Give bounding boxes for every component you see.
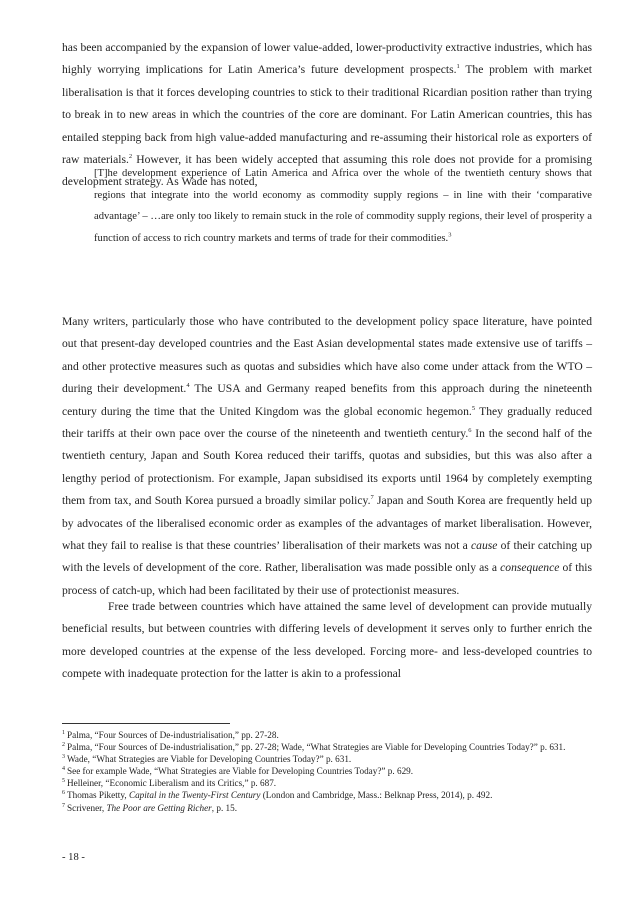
footnote-ref-6[interactable]: 6: [468, 427, 472, 435]
paragraph-text: Many writers, particularly those who have contributed to the development policy space literature, have pointed out that present-day developed countries and the East Asian developmental states made extensive use of tariffs – and other protective measures such as quotas and subsidies which have also come under attack from the WTO – during their development.: [62, 315, 592, 396]
page-number: - 18 -: [62, 852, 85, 863]
paragraph-text: However, it has been widely accepted that assuming this role does not provide for a promising development strategy. As Wade has noted,: [62, 153, 592, 189]
footnote-number: 1: [62, 729, 65, 736]
footnote-number: 2: [62, 742, 65, 749]
footnote-ref-4[interactable]: 4: [186, 382, 190, 390]
block-quote: [94, 163, 592, 249]
body-paragraph-2: [62, 311, 592, 602]
paragraph-text: The USA and Germany reaped benefits from this approach during the nineteenth century during the time that the United Kingdom was the global economic hegemon.: [62, 382, 592, 418]
footnote-ref-2[interactable]: 2: [128, 153, 133, 161]
footnote-text: See for example Wade, “What Strategies are Viable for Developing Countries Today?” p. 629.: [67, 766, 414, 777]
footnote-item: [62, 802, 592, 814]
footnote-item: [62, 741, 592, 753]
footnote-number: 3: [62, 754, 65, 761]
footnote-item: [62, 729, 592, 741]
footnote-text: Palma, “Four Sources of De-industrialisation,” pp. 27-28.: [67, 730, 279, 740]
footnote-text: (London and Cambridge, Mass.: Belknap Press, 2014), p. 492.: [260, 790, 493, 801]
emphasis-text: consequence: [500, 561, 560, 575]
footnote-item: [62, 789, 592, 801]
footnote-ref-5[interactable]: 5: [471, 404, 476, 412]
footnote-item: [62, 753, 592, 765]
paragraph-text: Japan and South Korea are frequently held up by advocates of the liberalised economic order as examples of the advantages of market liberalisation. However, what they fail to realise is that these countries’ liberalisation of their markets was not a: [62, 494, 592, 553]
emphasis-text: cause: [471, 539, 498, 553]
footnote-title: The Poor are Getting Richer: [106, 802, 212, 813]
footnote-text: Palma, “Four Sources of De-industrialisation,” pp. 27-28; Wade, “What Strategies are Viable for Developing Countries Today?” p. 631.: [67, 742, 566, 753]
footnote-number: 4: [62, 766, 65, 773]
footnote-text: Thomas Piketty,: [67, 790, 129, 801]
footnote-number: 7: [62, 802, 65, 809]
footnote-divider: [62, 723, 230, 724]
footnote-number: 5: [62, 778, 65, 785]
footnote-ref-1[interactable]: 1: [456, 63, 460, 71]
footnote-item: [62, 777, 592, 789]
paragraph-text: In the second half of the twentieth century, Japan and South Korea reduced their tariffs, quotas and subsidies, but this was also after a lengthy period of protectionism. For example, Japan subsidised its exports until 1964 by completely exempting them from tax, and South Korea pursued a broadly similar policy.: [62, 427, 592, 508]
quote-text: [T]he development experience of Latin America and Africa over the whole of the twentieth century shows that regions that integrate into the world economy as commodity supply regions – in line with their ‘comparative advantage’ – …are only too likely to remain stuck in the role of commodity supply regions, their level of prosperity a function of access to rich country markets and terms of trade for their commodities.: [94, 168, 592, 244]
footnote-number: 6: [62, 790, 65, 797]
footnote-text: Wade, “What Strategies are Viable for Developing Countries Today?” p. 631.: [67, 754, 352, 765]
paragraph-text: The problem with market liberalisation is that it forces developing countries to stick to their traditional Ricardian position rather than trying to break in to new areas in which the countries of the core are dominant. For Latin American countries, this has entailed stepping back from high value-added manufacturing and re-assuming their historical role as exporters of raw materials.: [62, 63, 592, 167]
paragraph-text: They gradually reduced their tariffs at their own pace over the course of the nineteenth and twentieth century.: [62, 404, 593, 441]
body-paragraph-3: Free trade between countries which have attained the same level of development can provide mutually beneficial results, but between countries with differing levels of development it serves only to further enrich the more developed countries at the expense of the less developed. Forcing more- and less-developed countries to compete with inadequate protection for the latter is akin to a professional: [62, 600, 592, 681]
footnotes-list: [62, 729, 592, 814]
footnote-ref-3[interactable]: 3: [448, 231, 452, 239]
paragraph-text: of this process of catch-up, which had been facilitated by their use of protectionist measures.: [62, 561, 592, 597]
paragraph-text: has been accompanied by the expansion of lower value-added, lower-productivity extractive industries, which has highly worrying implications for Latin America’s future development prospects.: [62, 41, 592, 77]
footnote-title: Capital in the Twenty-First Century: [128, 790, 261, 801]
footnote-text: Scrivener,: [67, 802, 107, 813]
footnote-ref-7[interactable]: 7: [370, 494, 374, 502]
footnote-item: [62, 765, 592, 777]
paragraph-text: of their catching up with the levels of development of the core. Rather, liberalisation was made possible only as a: [62, 539, 592, 575]
footnote-text: , p. 15.: [211, 802, 238, 813]
footnote-text: Helleiner, “Economic Liberalism and its Critics,” p. 687.: [67, 778, 277, 789]
